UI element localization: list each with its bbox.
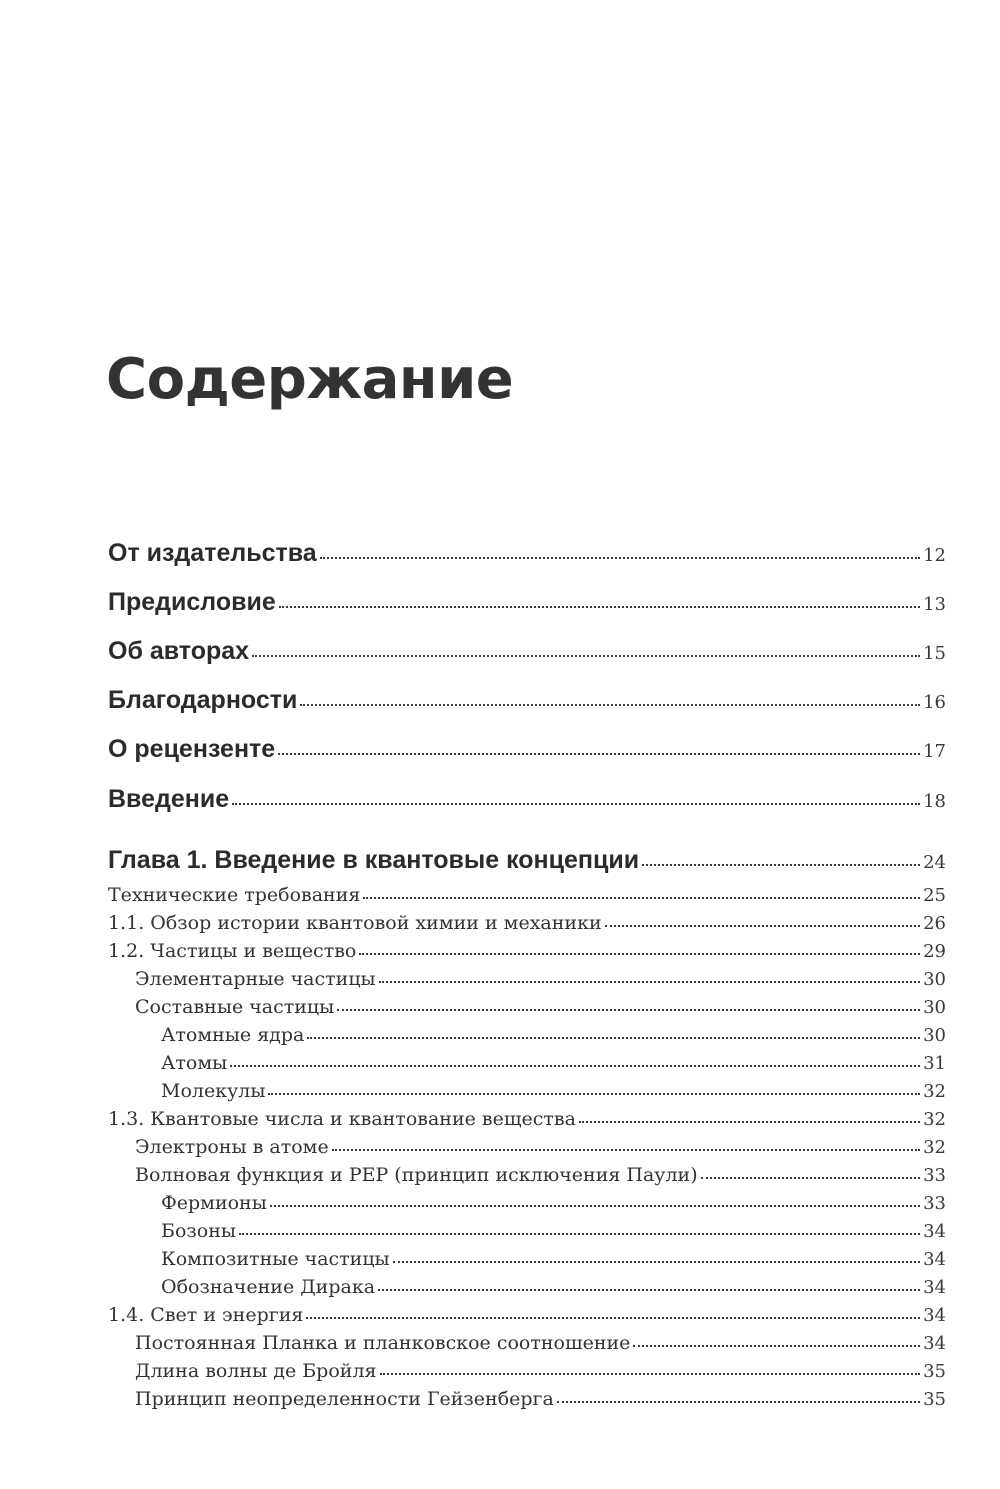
dot-leader: [557, 1399, 920, 1403]
dot-leader: [278, 751, 920, 755]
toc-entry-page: 16: [923, 692, 946, 713]
dot-leader: [268, 1091, 920, 1095]
toc-entry-label: Предисловие: [108, 588, 276, 616]
dot-leader: [252, 653, 920, 657]
dot-leader: [633, 1343, 920, 1347]
toc-entry-label: Благодарности: [108, 686, 298, 714]
dot-leader: [306, 1315, 920, 1319]
dot-leader: [378, 1287, 920, 1291]
toc-subsubsection[interactable]: [161, 1022, 946, 1048]
toc-section-label: 1.1. Обзор истории квантовой химии и механики: [108, 912, 602, 934]
toc-subsection[interactable]: [135, 1386, 946, 1412]
toc-section-page: 31: [923, 1053, 946, 1074]
dot-leader: [300, 702, 920, 706]
toc-section-page: 33: [923, 1165, 946, 1186]
toc-chapter-label: Глава 1. Введение в квантовые концепции: [108, 846, 640, 874]
toc-section-label: Бозоны: [161, 1220, 236, 1242]
toc-subsubsection[interactable]: [161, 1190, 946, 1216]
dot-leader: [363, 895, 920, 899]
toc-section-page: 26: [923, 913, 946, 934]
page-title: Содержание: [106, 347, 514, 412]
toc-entry-preface[interactable]: [108, 587, 946, 617]
toc-section-label: Фермионы: [161, 1192, 267, 1214]
dot-leader: [701, 1175, 920, 1179]
toc-section-page: 34: [923, 1277, 946, 1298]
toc-section-page: 30: [923, 997, 946, 1018]
toc-entry-page: 15: [923, 643, 946, 664]
toc-chapter-1[interactable]: [108, 845, 946, 875]
toc-section-label: 1.2. Частицы и вещество: [108, 940, 357, 962]
toc-entry-page: 18: [923, 791, 946, 812]
dot-leader: [239, 1231, 920, 1235]
toc-subsubsection[interactable]: [161, 1218, 946, 1244]
toc-section-label: Принцип неопределенности Гейзенберга: [135, 1388, 554, 1410]
toc-section-page: 35: [923, 1389, 946, 1410]
dot-leader: [230, 1063, 920, 1067]
dot-leader: [359, 951, 920, 955]
toc-entry-publisher[interactable]: [108, 538, 946, 568]
toc-entry-label: О рецензенте: [108, 735, 276, 763]
toc-section-label: Молекулы: [161, 1080, 266, 1102]
toc-entry-acknowledgements[interactable]: [108, 685, 946, 715]
toc-section-label: Постоянная Планка и планковское соотношение: [135, 1332, 631, 1354]
toc-section-label: Композитные частицы: [161, 1248, 390, 1270]
toc-section-page: 35: [923, 1361, 946, 1382]
dot-leader: [232, 801, 920, 805]
toc-entry-authors[interactable]: [108, 636, 946, 666]
toc-subsubsection[interactable]: [161, 1274, 946, 1300]
toc-section-label: 1.3. Квантовые числа и квантование вещества: [108, 1108, 576, 1130]
toc-section-page: 30: [923, 1025, 946, 1046]
toc-section-page: 32: [923, 1109, 946, 1130]
toc-section-label: Длина волны де Бройля: [135, 1360, 377, 1382]
toc-section-page: 34: [923, 1221, 946, 1242]
toc-subsubsection[interactable]: [161, 1078, 946, 1104]
dot-leader: [642, 862, 920, 866]
toc-entry-page: 12: [923, 545, 946, 566]
dot-leader: [270, 1203, 920, 1207]
toc-section-label: Составные частицы: [135, 996, 335, 1018]
toc-section-page: 32: [923, 1137, 946, 1158]
toc-entry-page: 17: [923, 741, 946, 762]
toc-section-label: Атомы: [161, 1052, 228, 1074]
toc-subsubsection[interactable]: [161, 1246, 946, 1272]
toc-section-page: 30: [923, 969, 946, 990]
dot-leader: [379, 979, 920, 983]
toc-section-label: Электроны в атоме: [135, 1136, 329, 1158]
toc-subsection[interactable]: [135, 1358, 946, 1384]
toc-entry-label: Введение: [108, 785, 230, 813]
toc-section-page: 25: [923, 885, 946, 906]
toc-subsection[interactable]: [135, 1134, 946, 1160]
toc-section-page: 34: [923, 1249, 946, 1270]
toc-section-label: Технические требования: [108, 884, 361, 906]
toc-subsubsection[interactable]: [161, 1050, 946, 1076]
toc-chapter-page: 24: [923, 852, 946, 873]
toc-subsection[interactable]: [135, 1330, 946, 1356]
toc-section-page: 29: [923, 941, 946, 962]
dot-leader: [320, 555, 920, 559]
toc-section-page: 33: [923, 1193, 946, 1214]
toc-subsection[interactable]: [135, 1162, 946, 1188]
toc-entry-reviewer[interactable]: [108, 734, 946, 764]
dot-leader: [579, 1119, 920, 1123]
toc-subsection[interactable]: [135, 966, 946, 992]
toc-section[interactable]: [108, 910, 946, 936]
toc-section[interactable]: [108, 882, 946, 908]
dot-leader: [332, 1147, 920, 1151]
toc-section-label: Волновая функция и PEP (принцип исключения Паули): [135, 1164, 698, 1186]
dot-leader: [279, 604, 920, 608]
toc-entry-introduction[interactable]: [108, 784, 946, 814]
dot-leader: [337, 1007, 920, 1011]
toc-section[interactable]: [108, 1106, 946, 1132]
toc-section-label: Обозначение Дирака: [161, 1276, 376, 1298]
dot-leader: [380, 1371, 921, 1375]
toc-subsection[interactable]: [135, 994, 946, 1020]
toc-entry-label: От издательства: [108, 539, 317, 567]
toc-section-page: 32: [923, 1081, 946, 1102]
toc-section[interactable]: [108, 938, 946, 964]
dot-leader: [307, 1035, 920, 1039]
toc-section[interactable]: [108, 1302, 946, 1328]
toc-section-label: Атомные ядра: [161, 1024, 305, 1046]
toc-section-page: 34: [923, 1333, 946, 1354]
toc-section-page: 34: [923, 1305, 946, 1326]
toc-entry-label: Об авторах: [108, 637, 250, 665]
toc-entry-page: 13: [923, 594, 946, 615]
toc-section-label: Элементарные частицы: [135, 968, 376, 990]
dot-leader: [605, 923, 920, 927]
dot-leader: [393, 1259, 920, 1263]
toc-section-label: 1.4. Свет и энергия: [108, 1304, 304, 1326]
